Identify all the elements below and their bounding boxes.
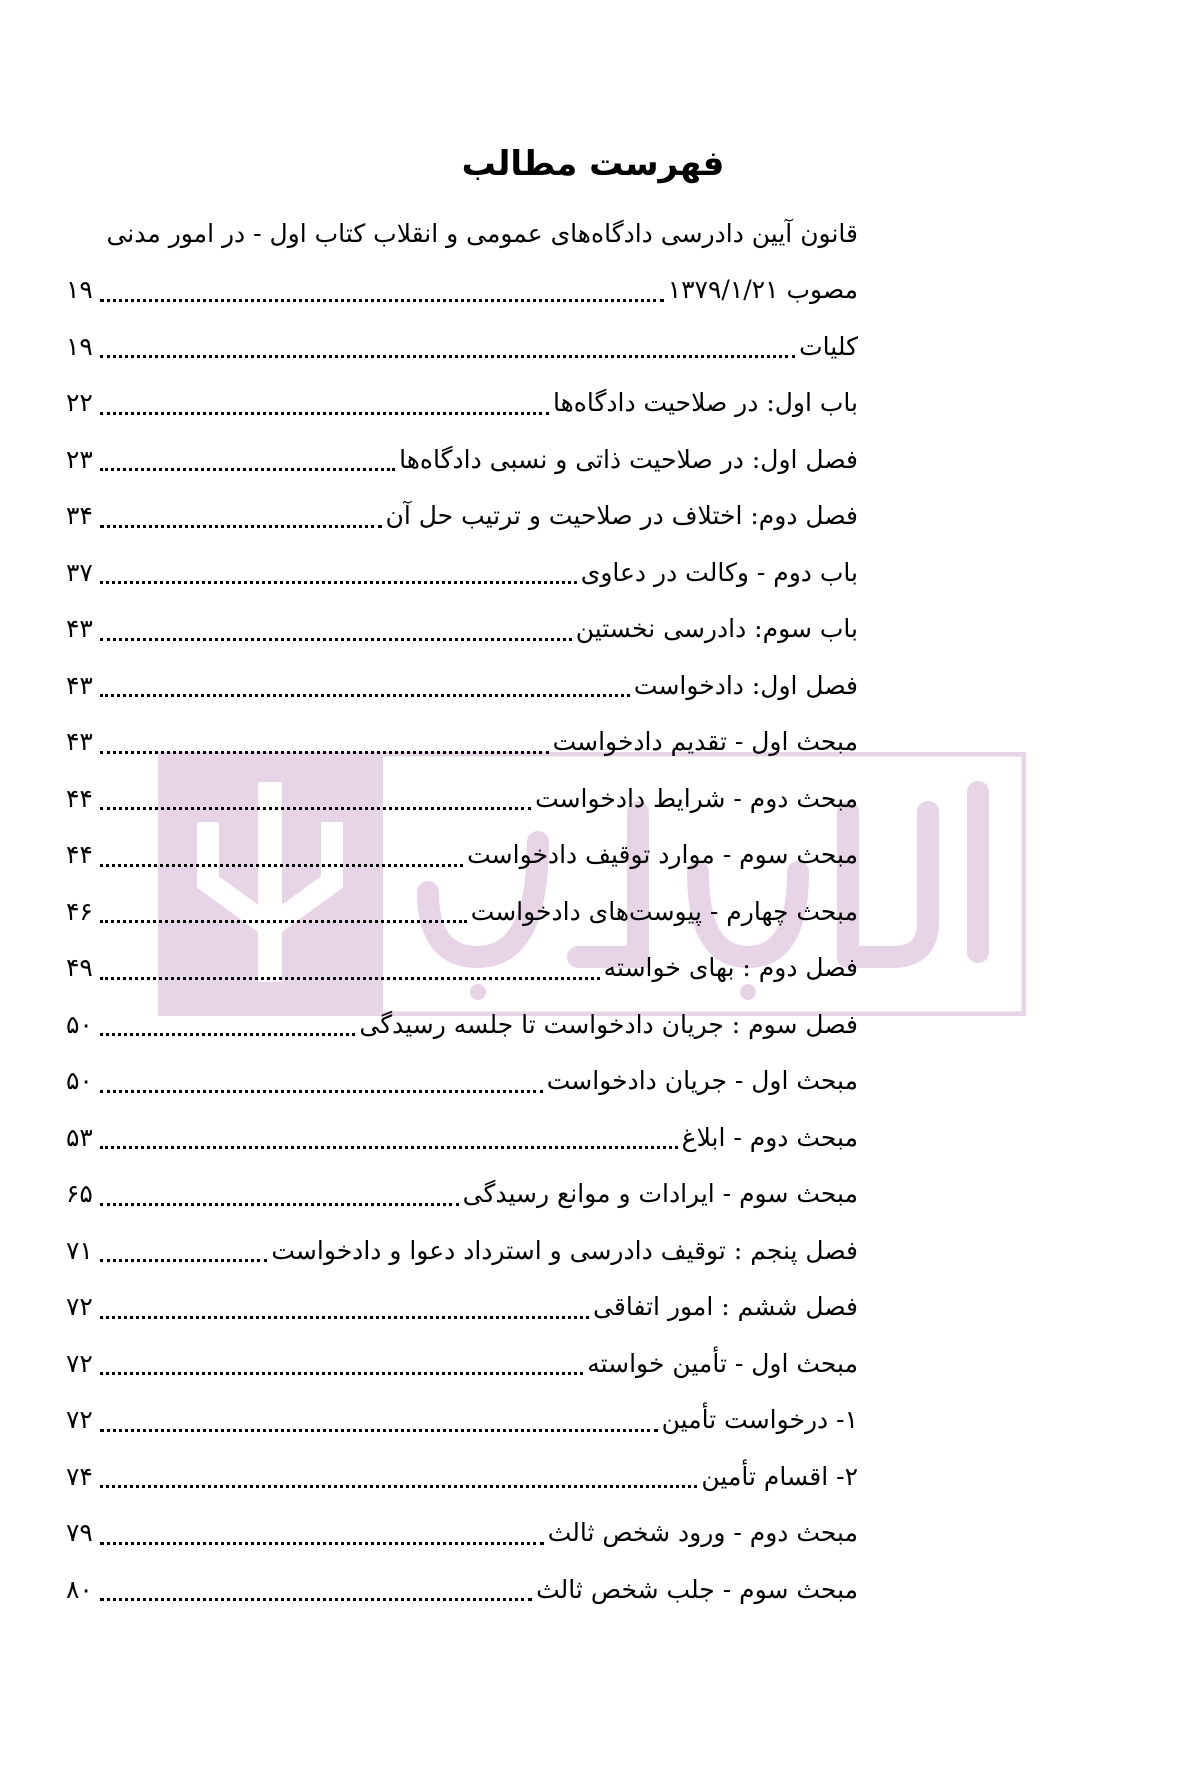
toc-entry bbox=[66, 714, 858, 771]
toc-page-number: ۵۳ bbox=[66, 1122, 93, 1152]
toc-entry-label: ۱- درخواست تأمین bbox=[661, 1405, 858, 1435]
toc-page-number: ۸۰ bbox=[66, 1574, 93, 1604]
dot-leader bbox=[100, 354, 795, 358]
dot-leader bbox=[100, 1089, 543, 1093]
toc-page-number: ۴۳ bbox=[66, 727, 93, 757]
toc-page-number: ۲۳ bbox=[66, 444, 93, 474]
toc-entry bbox=[66, 770, 858, 827]
toc-entry-label: مبحث سوم - موارد توقیف دادخواست bbox=[467, 840, 858, 870]
dot-leader bbox=[100, 1145, 678, 1149]
dot-leader bbox=[100, 1258, 267, 1262]
dot-leader bbox=[100, 750, 549, 754]
dot-leader bbox=[100, 919, 467, 923]
toc-page-number: ۵۰ bbox=[66, 1009, 93, 1039]
dot-leader bbox=[100, 1315, 589, 1319]
toc-entry-label: باب اول: در صلاحیت دادگاه‌ها bbox=[552, 388, 858, 418]
toc-entry bbox=[66, 1561, 858, 1618]
toc-page-number: ۴۹ bbox=[66, 953, 93, 983]
toc-page-number: ۷۲ bbox=[66, 1292, 93, 1322]
toc-entry bbox=[66, 431, 858, 488]
dot-leader bbox=[100, 693, 630, 697]
toc-page-number: ۷۲ bbox=[66, 1348, 93, 1378]
dot-leader bbox=[100, 1428, 658, 1432]
toc-page-number: ۷۲ bbox=[66, 1405, 93, 1435]
toc-entry bbox=[66, 544, 858, 601]
toc-entry bbox=[66, 488, 858, 545]
toc-page-number: ۴۴ bbox=[66, 783, 93, 813]
toc-entry bbox=[66, 1053, 858, 1110]
toc-page-number: ۴۶ bbox=[66, 896, 93, 926]
dot-leader bbox=[100, 1032, 355, 1036]
page-title: فهرست مطالب bbox=[461, 144, 725, 184]
toc-entry-label: فصل اول: در صلاحیت ذاتی و نسبی دادگاه‌ها bbox=[399, 444, 858, 474]
toc-entry bbox=[66, 601, 858, 658]
toc-entry-label: باب دوم - وکالت در دعاوی bbox=[580, 557, 858, 587]
dot-leader bbox=[100, 1484, 697, 1488]
toc-entry-label: مبحث اول - جریان دادخواست bbox=[546, 1066, 858, 1096]
toc-entry bbox=[66, 375, 858, 432]
toc-entry-label: مبحث اول - تأمین خواسته bbox=[587, 1348, 858, 1378]
toc-entry-label: باب سوم: دادرسی نخستین bbox=[575, 614, 858, 644]
dot-leader bbox=[100, 1371, 583, 1375]
toc-entry bbox=[66, 1392, 858, 1449]
toc-entry-label: مبحث دوم - شرایط دادخواست bbox=[535, 783, 858, 813]
toc-entry-label: کلیات bbox=[799, 331, 858, 361]
toc-page-number: ۵۰ bbox=[66, 1066, 93, 1096]
toc-page-number: ۷۴ bbox=[66, 1461, 93, 1491]
toc-page-number: ۳۷ bbox=[66, 557, 93, 587]
toc-entry-label: مصوب ۱۳۷۹/۱/۲۱ bbox=[667, 275, 858, 305]
dot-leader bbox=[100, 411, 549, 415]
toc-entry bbox=[66, 996, 858, 1053]
dot-leader bbox=[100, 298, 664, 302]
toc-page-number: ۶۵ bbox=[66, 1179, 93, 1209]
toc-entry-label: فصل پنجم : توقیف دادرسی و استرداد دعوا و دادخواست bbox=[271, 1235, 858, 1265]
toc-entry-label: مبحث سوم - جلب شخص ثالث bbox=[536, 1574, 858, 1604]
toc-entry bbox=[66, 1448, 858, 1505]
toc-entry bbox=[66, 205, 858, 262]
dot-leader bbox=[100, 1202, 459, 1206]
dot-leader bbox=[100, 976, 600, 980]
toc-entry bbox=[66, 1109, 858, 1166]
toc-entry-label: مبحث دوم - ابلاغ bbox=[681, 1122, 858, 1152]
dot-leader bbox=[100, 524, 382, 528]
table-of-contents bbox=[66, 205, 858, 1618]
toc-entry bbox=[66, 827, 858, 884]
toc-entry-label: مبحث چهارم - پیوست‌های دادخواست bbox=[470, 896, 858, 926]
toc-entry bbox=[66, 1279, 858, 1336]
toc-entry-label: فصل ششم : امور اتفاقی bbox=[593, 1292, 858, 1322]
toc-entry bbox=[66, 1222, 858, 1279]
toc-entry-label: فصل سوم : جریان دادخواست تا جلسه رسیدگی bbox=[359, 1009, 858, 1039]
toc-entry bbox=[66, 657, 858, 714]
dot-leader bbox=[100, 806, 531, 810]
toc-entry-label: فصل دوم : بهای خواسته bbox=[603, 953, 858, 983]
dot-leader bbox=[100, 1541, 544, 1545]
toc-entry-label: مبحث سوم - ایرادات و موانع رسیدگی bbox=[462, 1179, 858, 1209]
dot-leader bbox=[100, 637, 572, 641]
toc-entry-label: فصل دوم: اختلاف در صلاحیت و ترتیب حل آن bbox=[385, 501, 858, 531]
toc-page-number: ۷۱ bbox=[66, 1235, 93, 1265]
toc-page-number: ۴۴ bbox=[66, 840, 93, 870]
toc-entry-label: مبحث اول - تقدیم دادخواست bbox=[552, 727, 858, 757]
toc-entry bbox=[66, 883, 858, 940]
toc-entry-label: ۲- اقسام تأمین bbox=[701, 1461, 858, 1491]
dot-leader bbox=[100, 1597, 532, 1601]
dot-leader bbox=[100, 863, 463, 867]
toc-page-number: ۴۳ bbox=[66, 670, 93, 700]
dot-leader bbox=[100, 467, 395, 471]
toc-entry bbox=[66, 1335, 858, 1392]
toc-page-number: ۴۳ bbox=[66, 614, 93, 644]
toc-page-number: ۲۲ bbox=[66, 388, 93, 418]
toc-entry-label: مبحث دوم - ورود شخص ثالث bbox=[547, 1518, 858, 1548]
toc-page-number: ۳۴ bbox=[66, 501, 93, 531]
toc-entry-label: فصل اول: دادخواست bbox=[633, 670, 858, 700]
toc-entry-label: قانون آیین دادرسی دادگاه‌های عمومی و انقلاب کتاب اول - در امور مدنی bbox=[106, 218, 858, 248]
dot-leader bbox=[100, 580, 577, 584]
toc-entry bbox=[66, 1505, 858, 1562]
toc-page-number: ۱۹ bbox=[66, 331, 93, 361]
toc-entry bbox=[66, 318, 858, 375]
toc-entry bbox=[66, 1166, 858, 1223]
toc-entry bbox=[66, 940, 858, 997]
toc-entry bbox=[66, 262, 858, 319]
toc-page-number: ۷۹ bbox=[66, 1518, 93, 1548]
toc-page-number: ۱۹ bbox=[66, 275, 93, 305]
